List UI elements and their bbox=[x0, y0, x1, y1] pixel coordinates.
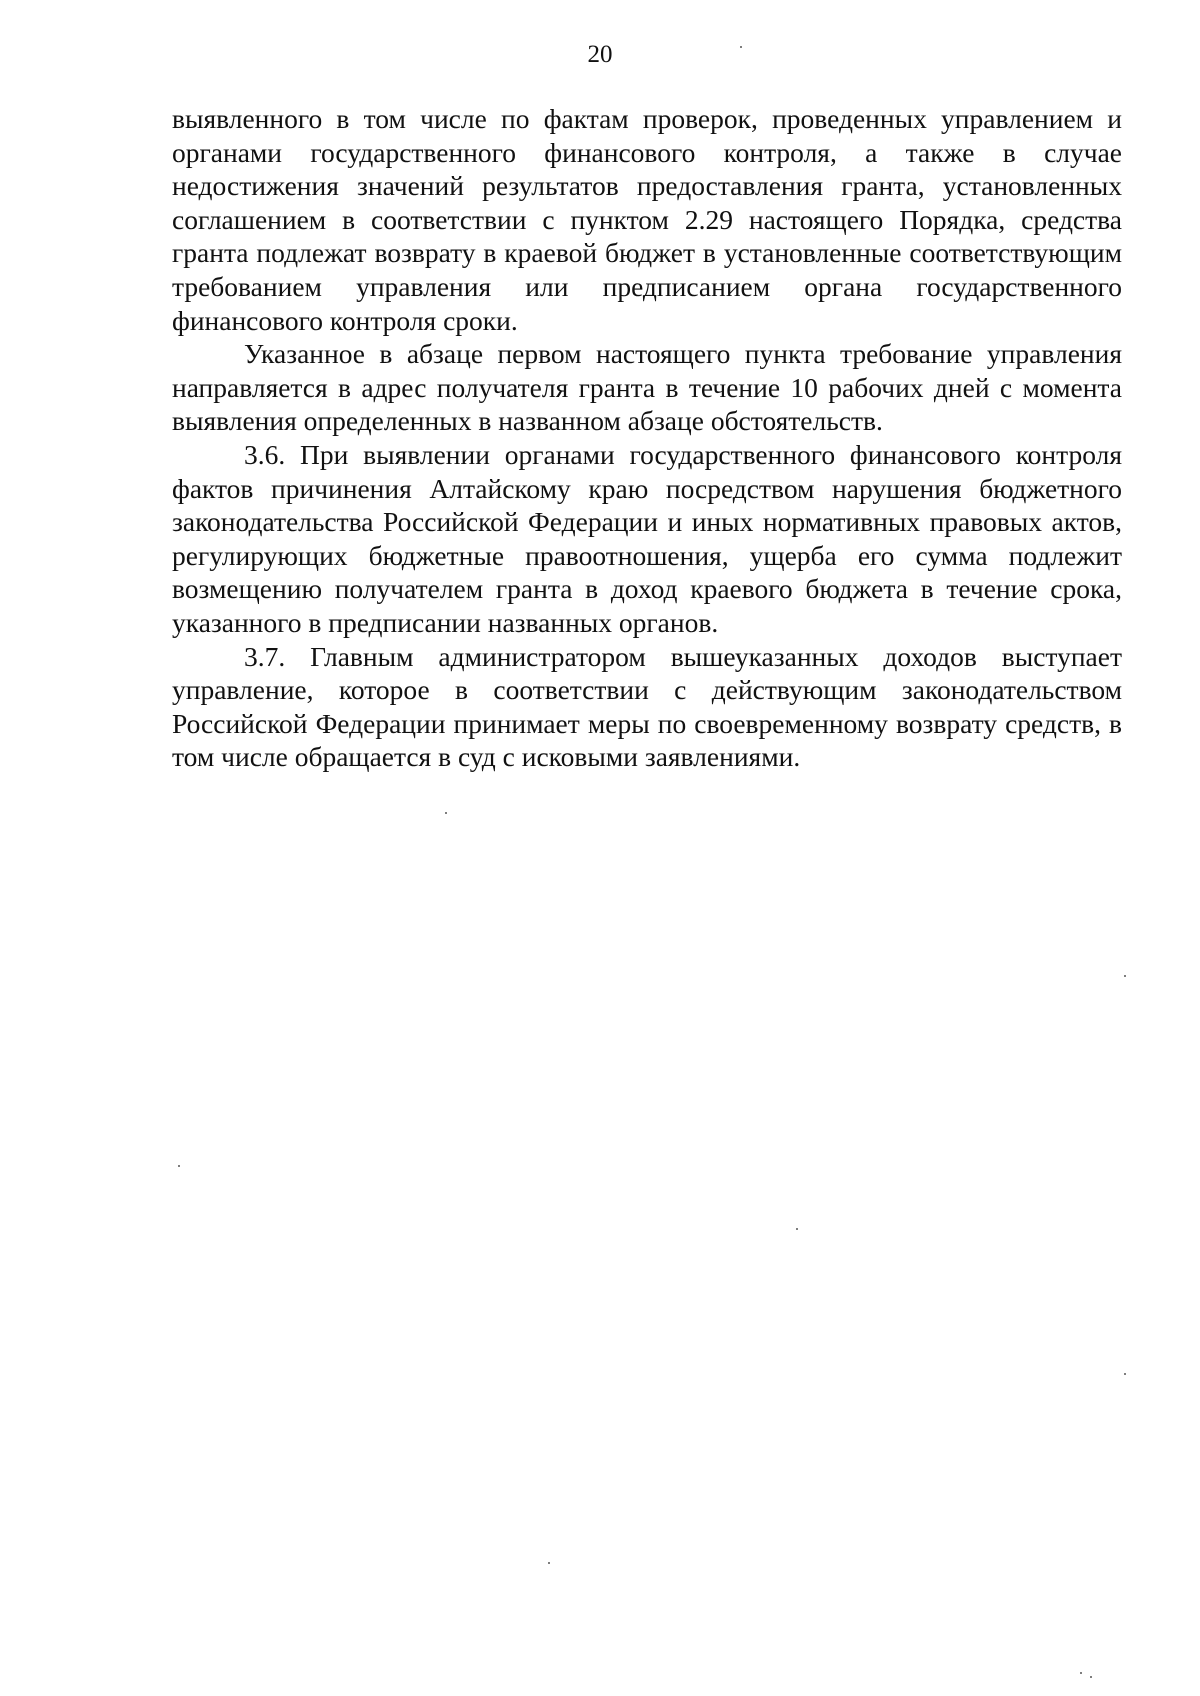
scan-speck bbox=[796, 1228, 798, 1230]
scan-speck bbox=[178, 1165, 180, 1167]
document-body bbox=[172, 102, 1122, 774]
scan-speck bbox=[1080, 1672, 1082, 1674]
scan-speck bbox=[548, 1562, 550, 1564]
paragraph-3-6: 3.6. При выявлении органами государственного финансового контроля фактов причинения Алтайскому краю посредством нарушения бюджетного законодательства Российской Федерации и иных нормативных правовых актов, регулирующих бюджетные правоотношения, ущерба его сумма подлежит возмещению получателем гранта в доход краевого бюджета в течение срока, указанного в предписании названных органов. bbox=[172, 438, 1122, 638]
scan-speck bbox=[445, 812, 447, 814]
scan-speck bbox=[1124, 1373, 1126, 1375]
page-number: 20 bbox=[587, 41, 613, 68]
paragraph-3-7: 3.7. Главным администратором вышеуказанных доходов выступает управление, которое в соответствии с действующим законодательством Российской Федерации принимает меры по своевременному возврату средств, в том числе обращается в суд с исковыми заявлениями. bbox=[172, 640, 1122, 773]
scan-speck bbox=[1124, 975, 1126, 977]
scan-speck bbox=[740, 46, 742, 48]
paragraph-notice: Указанное в абзаце первом настоящего пункта требование управления направляется в адрес получателя гранта в течение 10 рабочих дней с момента выявления определенных в названном абзаце обстоятельств. bbox=[172, 338, 1122, 437]
scan-speck bbox=[1090, 1676, 1092, 1678]
paragraph-continuation: выявленного в том числе по фактам проверок, проведенных управлением и органами государственного финансового контроля, а также в случае недостижения значений результатов предоставления гранта, установленных соглашением в соответствии с пунктом 2.29 настоящего Порядка, средства гранта подлежат возврату в краевой бюджет в установленные соответствующим требованием управления или предписанием органа государственного финансового контроля сроки. bbox=[172, 103, 1122, 336]
